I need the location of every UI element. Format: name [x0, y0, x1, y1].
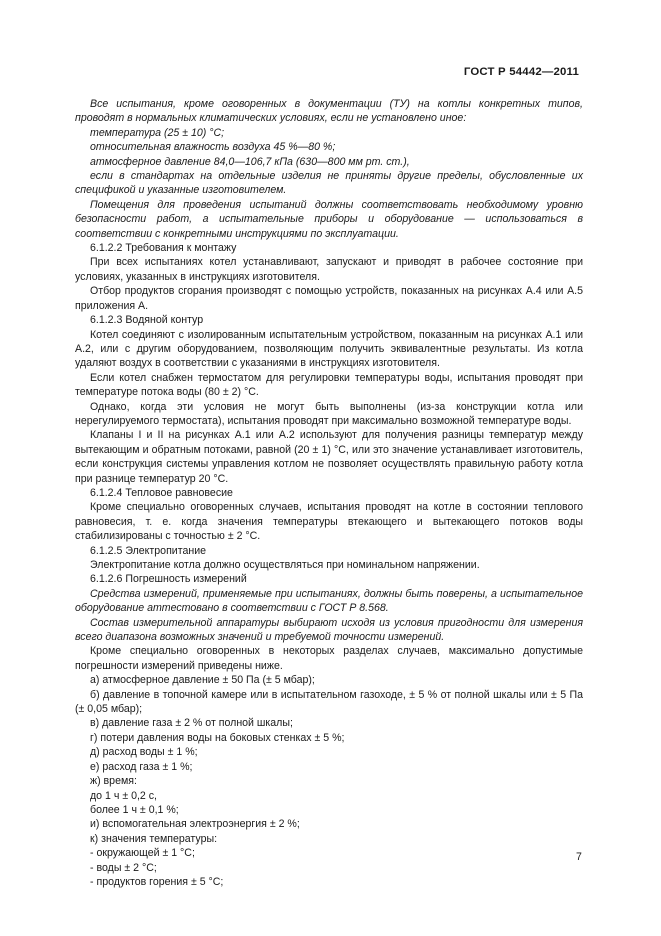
list-item: к) значения температуры: [90, 832, 218, 845]
list-item: в) давление газа ± 2 % от полной шкалы; [90, 717, 293, 730]
section-heading: 6.1.2.3 Водяной контур [90, 314, 204, 327]
paragraph: Средства измерений, применяемые при испытаниях, должны быть поверены, а испытательное оборудование аттестовано в соответствии с ГОСТ Р 8.568. [75, 587, 583, 615]
paragraph: если в стандартах на отдельные изделия не приняты другие пределы, обусловленные их спецификой и указанные изготовителем. [75, 170, 583, 197]
paragraph: Все испытания, кроме оговоренных в документации (ТУ) на котлы конкретных типов, проводят в нормальных климатических условиях, если не установлено иное: [75, 98, 583, 125]
list-item: б) давление в топочной камере или в испытательном газоходе, ± 5 % от полной шкалы или ± 5 Па (± 0,05 мбар); [75, 688, 583, 716]
paragraph: относительная влажность воздуха 45 %—80 %; [90, 141, 336, 154]
list-item: - окружающей ± 1 °С; [90, 847, 195, 860]
section-heading: 6.1.2.2 Требования к монтажу [90, 242, 237, 255]
paragraph: Котел соединяют с изолированным испытательным устройством, показанным на рисунках А.1 или А.2, или с другим оборудованием, позволяющим получить эквивалентные результаты. Из котла удаляют воздух в соответствии с указаниями в инструкциях изготовителя. [75, 328, 583, 370]
paragraph: Кроме специально оговоренных в некоторых разделах случаев, максимально допустимые погрешности измерений приведены ниже. [75, 645, 583, 672]
paragraph: Клапаны I и II на рисунках А.1 или А.2 используют для получения разницы температур между вытекающим и обратным потоками, равной (20 ± 1) °С, или это значение устанавливает изготовитель, если конструкция системы управления котлом не позволяет осуществлять правильную работу котла при разнице температур 20 °С. [75, 429, 583, 485]
list-item: и) вспомогательная электроэнергия ± 2 %; [90, 818, 300, 831]
paragraph: Кроме специально оговоренных случаев, испытания проводят на котле в состоянии теплового равновесия, т. е. когда значения температуры втекающего и вытекающего потоков воды стабилизированы с точностью ± 2 °С. [75, 501, 583, 543]
paragraph: атмосферное давление 84,0—106,7 кПа (630—800 мм рт. ст.), [90, 155, 410, 168]
paragraph: Отбор продуктов сгорания производят с помощью устройств, показанных на рисунках А.4 или А.5 приложения А. [75, 285, 583, 312]
list-item: более 1 ч ± 0,1 %; [90, 803, 179, 816]
paragraph: Однако, когда эти условия не могут быть выполнены (из-за конструкции котла или нерегулируемого термостата), испытания проводят при максимально возможной температуре воды. [75, 400, 583, 427]
paragraph: Электропитание котла должно осуществляться при номинальном напряжении. [90, 559, 480, 571]
list-item: г) потери давления воды на боковых стенках ± 5 %; [90, 731, 345, 744]
list-item: - продуктов горения ± 5 °С; [90, 875, 224, 888]
paragraph: температура (25 ± 10) °С; [90, 126, 225, 139]
paragraph: Состав измерительной аппаратуры выбирают исходя из условия пригодности для измерения всего диапазона возможных значений и требуемой точности измерений. [75, 616, 583, 644]
list-item: ж) время: [90, 775, 137, 788]
list-item: - воды ± 2 °С; [90, 861, 157, 874]
paragraph: Помещения для проведения испытаний должны соответствовать необходимому уровню безопасности работ, а испытательные приборы и оборудование — использоваться в соответствии с конкретными инструкциями по эксплуатации. [75, 198, 583, 240]
list-item: а) атмосферное давление ± 50 Па (± 5 мбар); [90, 674, 315, 687]
page-number: 7 [576, 851, 582, 863]
section-heading: 6.1.2.5 Электропитание [90, 544, 207, 557]
standard-header: ГОСТ Р 54442—2011 [463, 66, 579, 78]
list-item: д) расход воды ± 1 %; [90, 746, 198, 759]
body-text [75, 97, 583, 889]
list-item: до 1 ч ± 0,2 с, [90, 789, 157, 802]
section-heading: 6.1.2.6 Погрешность измерений [90, 573, 247, 586]
paragraph: Если котел снабжен термостатом для регулировки температуры воды, испытания проводят при температуре потока воды (80 ± 2) °С. [75, 371, 583, 399]
section-heading: 6.1.2.4 Тепловое равновесие [90, 486, 233, 499]
paragraph: При всех испытаниях котел устанавливают, запускают и приводят в рабочее состояние при условиях, указанных в инструкциях изготовителя. [75, 256, 583, 283]
list-item: е) расход газа ± 1 %; [90, 760, 193, 773]
